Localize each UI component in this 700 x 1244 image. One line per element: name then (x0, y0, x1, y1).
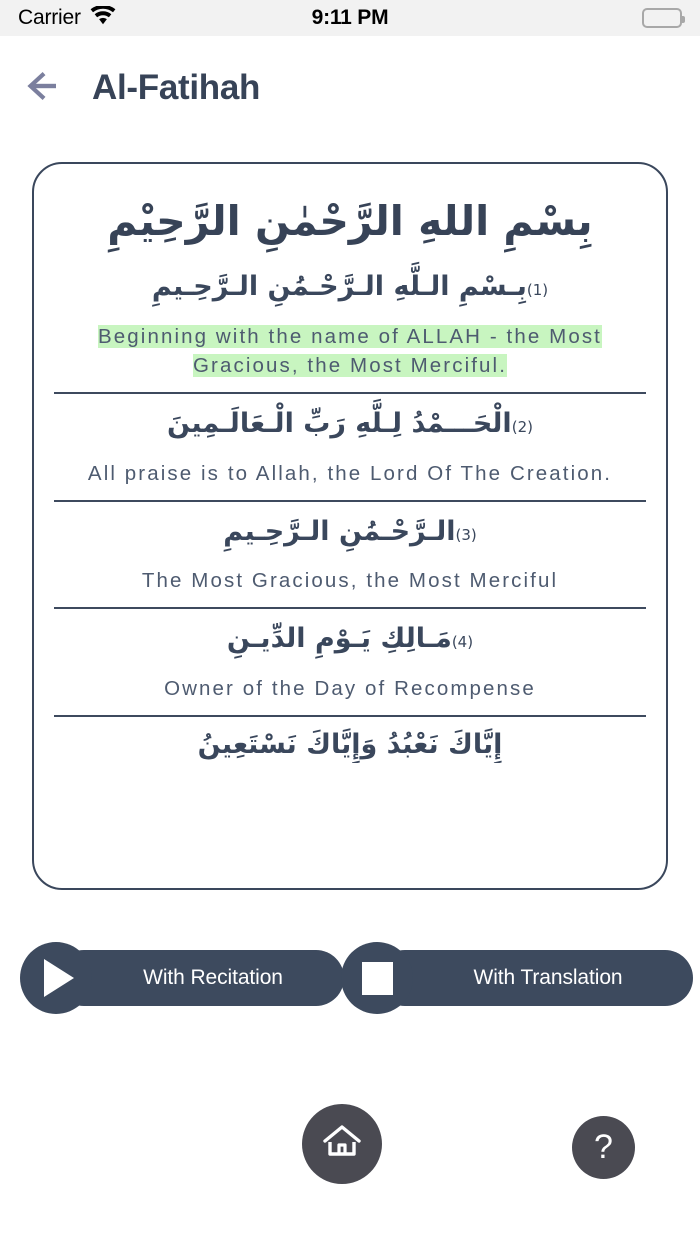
verse-arabic (54, 257, 646, 312)
verse-arabic (54, 717, 646, 763)
help-button[interactable] (572, 1116, 635, 1179)
verse-item[interactable] (50, 502, 650, 608)
page-title: Al-Fatihah (92, 68, 261, 107)
verse-translation (54, 312, 646, 392)
verse-arabic-text: إِيَّاكَ نَعْبُدُ وَإِيَّاكَ نَسْتَعِينُ (197, 728, 503, 760)
verse-item[interactable] (50, 717, 650, 763)
verse-arabic (54, 394, 646, 449)
back-button[interactable] (22, 64, 70, 112)
carrier-label: Carrier (18, 6, 81, 29)
verse-arabic (54, 609, 646, 664)
verse-arabic-text: الْحَـــمْدُ لِـلَّهِ رَبِّ الْـعَالَـمِينَ (167, 408, 512, 440)
verse-item[interactable] (50, 609, 650, 715)
with-translation-button[interactable] (341, 942, 693, 1014)
verse-arabic-text: مَـالِكِ يَـوْمِ الدِّيـنِ (226, 623, 452, 655)
app-header (0, 36, 700, 140)
question-mark-icon: ? (594, 1127, 613, 1166)
home-icon (320, 1122, 364, 1167)
verse-number: (1) (526, 281, 549, 300)
status-bar-left (18, 6, 116, 30)
verse-item[interactable] (50, 394, 650, 500)
verse-translation: The Most Gracious, the Most Merciful (141, 569, 559, 593)
status-bar-clock: 9:11 PM (311, 6, 389, 29)
verse-translation: Owner of the Day of Recompense (164, 676, 536, 700)
verse-arabic-text: الـرَّحْـمُٰنِ الـرَّحِـيمِ (223, 515, 456, 547)
action-bar (0, 942, 700, 1018)
stop-icon (341, 942, 413, 1014)
bismillah-heading: بِسْمِ اللهِ الرَّحْمٰنِ الرَّحِيْمِ (107, 197, 593, 245)
with-recitation-button[interactable] (20, 942, 344, 1014)
play-icon (20, 942, 92, 1014)
verse-number: (3) (455, 525, 477, 544)
surah-card (32, 162, 668, 890)
home-button[interactable] (302, 1104, 382, 1184)
status-bar (0, 0, 700, 36)
verse-arabic (54, 502, 646, 557)
verse-item[interactable] (50, 257, 650, 392)
verse-number: (2) (511, 418, 533, 437)
with-recitation-label: With Recitation (143, 966, 283, 989)
with-translation-label: With Translation (473, 966, 623, 989)
status-bar-right (642, 8, 682, 28)
verse-translation: All praise is to Allah, the Lord Of The Creation. (87, 461, 613, 485)
verse-translation-text: Beginning with the name of ALLAH - the Most Gracious, the Most Merciful. (98, 324, 602, 377)
battery-full-icon (642, 8, 682, 28)
arrow-left-icon (26, 70, 66, 107)
wifi-icon (90, 6, 116, 30)
verse-number: (4) (451, 633, 474, 652)
verse-arabic-text: بِـسْمِ الـلَّهِ الـرَّحْـمُٰنِ الـرَّحِـيمِ (151, 271, 527, 303)
